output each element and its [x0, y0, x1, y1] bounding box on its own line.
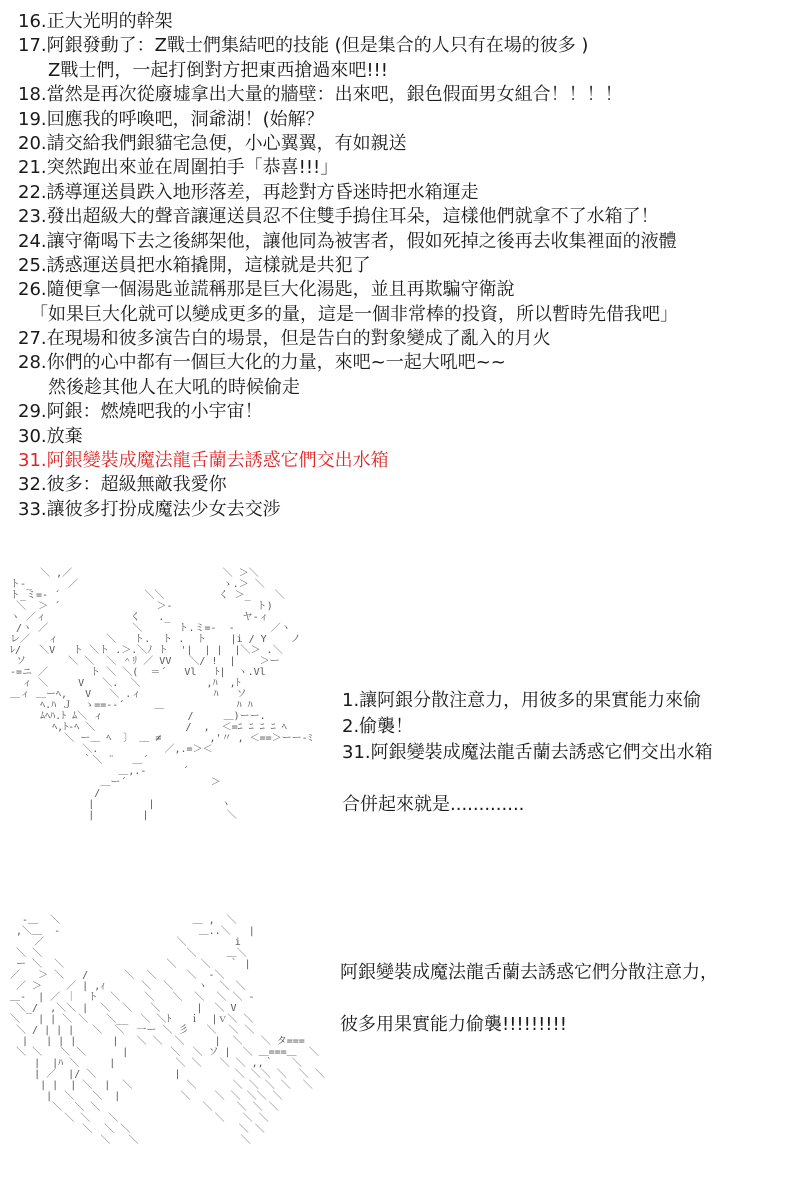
list-item: 32.彼多：超級無敵我愛你	[18, 474, 227, 496]
note-line: 阿銀變裝成魔法龍舌蘭去誘惑它們分散注意力，	[340, 962, 718, 983]
list-item: 30.放棄	[18, 425, 83, 447]
plan-list	[18, 10, 794, 522]
list-item: 17.阿銀發動了：Z戰士們集結吧的技能 (但是集合的人只有在場的彼多 )	[18, 35, 589, 57]
list-item: 26.隨便拿一個湯匙並謊稱那是巨大化湯匙，並且再欺騙守衛說	[18, 279, 515, 301]
list-item-continuation: 「如果巨大化就可以變成更多的量，這是一個非常棒的投資，所以暫時先借我吧」	[30, 303, 678, 325]
list-item: 16.正大光明的幹架	[18, 11, 173, 32]
list-item: 25.誘惑運送員把水箱撬開，這樣就是共犯了	[18, 254, 371, 276]
list-item: 24.讓守衛喝下去之後綁架他，讓他同為被害者，假如死掉之後再去收集裡面的液體	[18, 230, 677, 252]
list-item: 33.讓彼多打扮成魔法少女去交涉	[18, 498, 281, 520]
list-item-highlighted: 31.阿銀變裝成魔法龍舌蘭去誘惑它們交出水箱	[18, 450, 389, 472]
note-line: 1.讓阿銀分散注意力，用彼多的果實能力來偷	[342, 690, 702, 711]
list-item: 29.阿銀：燃燒吧我的小宇宙！	[18, 401, 263, 423]
list-item: 21.突然跑出來並在周圍拍手「恭喜!!!」	[18, 157, 339, 179]
note-line: 合併起來就是.............	[342, 794, 525, 815]
ascii-art-character-2: -＿ ＼ ＿ , ＼ ,＼＿ - ＿..＼ | ／ ＼ i ＼ ＼ ＼ ＿＼ ー ＼ ＼ ＼ ＼ ｀ | ／ ＞ ＼ / ＼ ＼ ＼ -＼ ／ ＞ ／ | ,ｨ ＼ ＼ ヽ ＼ ＼ ＿- | ／ ｜ ト ＼ ＼ ＼ ＼ ＼ ＼ - ＼_/ ,＼＼ | ＼ ＼ ＼ | ＼ V ＼ | | ＼ ＼ ＼__ ＼ ＼ﾄ ｉ |ｖ＼ ＼ ＼ / | | | ＼ ＼ 一ー ＼ 彡 ＼ ＼ ＼ | | | | | ＼ ＼ ＼ | ＼ ＼ タ=== ＼ ＼ ＼ ＼ | ＼ ＼ ソ | ＼ ＿===＿ ＼ | |ﾊ ＼ | ＼ ＼ ＼ ＼ ,,｀ ＼ | ／ |/ ＼ | ＼ ＼＼ ＼ ＼ ＼ | | | ＼ | ＼ ＼ ＼ ＼ ＼ ＼ ＼ | ＼ ＼ | ＼ ＼ ＼ ＼＼ ＼ ＼ ＼ ＼ ＼ ＼ ＼ ＼ ＼ ＼ ＼ ＼ ＼ ＼ ＼ ＼ ＼ ＼ ＼ ＼ ＼ ＼	[10, 915, 325, 1146]
list-item: 23.發出超級大的聲音讓運送員忍不住雙手摀住耳朵，這樣他們就拿不了水箱了！	[18, 206, 659, 228]
note-line: 31.阿銀變裝成魔法龍舌蘭去誘惑它們交出水箱	[342, 742, 713, 763]
note-line: 彼多用果實能力偷襲!!!!!!!!!	[340, 1014, 567, 1035]
list-item: 22.誘導運送員跌入地形落差，再趁對方昏迷時把水箱運走	[18, 181, 479, 203]
list-item-continuation: 然後趁其他人在大吼的時候偷走	[48, 376, 300, 398]
ascii-art-character-1: ＼ ,／ ＼ ＞＼ ト-_ ／ ゝ.＞ ＼ ト_ミ=- ´ ＼＼ く ＞_ ＼ ＼ ＞ ´ ＞- ト) ヽ ／ィ く ._ ヤ-ィ /ヽ ／ ＼ ト.ミ=- - ／ヽ レ／ ィ ＼ ト. ト . ト |i / Y ノ ﾚ/ ＼V ト ＼ト .＞.＼ﾉ ト '| | | |＼＞ .＼ ソ ＼ ＼ ＼ ＾ﾘ ／ VV ＼/ ! | ＞ー -=ニ ／ ト ＼ ＼( ＝´ Vl ﾄ| ヽ.Vl ィ ＼ V ＼. ＼ ,ﾊ ,ﾄ ＿ィ ＿ーﾍ, V ＼ .ィ ﾊ ソ ﾍ.ﾊ Ｊ ゝ==--´ ＿ ﾊ ﾊ ﾑﾍﾊ.ﾄ ﾑ＼ ィ / ＿)ーー. ﾍ,ﾄ-ﾍ ＼ / , ＜=ﾆ ﾆ ﾆ ﾆ ﾍ ＼ ー＿ ﾍ 〕 ＿ ≠ ,'〃 , ＜==＞ーー-ﾐ ＼. ／,.=＞＜ ｀＼ ¨ ＿´ ＿,.- ´ ＿ー´ ＞ / | | ヽ | | ＼	[10, 568, 313, 821]
list-item: 27.在現場和彼多演告白的場景，但是告白的對象變成了亂入的月火	[18, 328, 551, 350]
combination-note	[342, 688, 713, 818]
list-item: 20.請交給我們銀貓宅急便，小心翼翼，有如親送	[18, 132, 407, 154]
list-item: 19.回應我的呼喚吧，洞爺湖！(始解？	[18, 108, 324, 130]
note-line: 2.偷襲！	[342, 716, 414, 737]
list-item: 28.你們的心中都有一個巨大化的力量，來吧~一起大吼吧~~	[18, 352, 506, 374]
list-item-continuation: Z戰士們，一起打倒對方把東西搶過來吧!!!	[48, 59, 388, 81]
list-item: 18.當然是再次從廢墟拿出大量的牆壁：出來吧，銀色假面男女組合！！！！	[18, 84, 623, 106]
conclusion-note	[340, 960, 718, 1038]
